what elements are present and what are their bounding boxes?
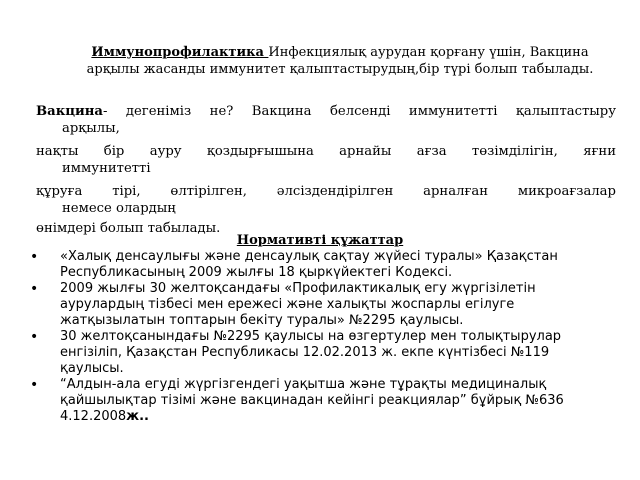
intro-paragraph: [80, 44, 600, 78]
intro-title: Иммунопрофилактика: [91, 45, 269, 60]
vaccine-line-1: [36, 103, 616, 120]
intro-text: Инфекциялық аурудан қорғану үшін, Вакцина арқылы жасанды иммунитет қалыптастырудың,бір түрі болып табылады.: [86, 45, 594, 77]
list-item: • 30 желтоқсанындағы №2295 қаулысы на өзгертулер мен толықтырулар енгізіліп, Қазақстан Республикасы 12.02.2013 ж. екпе күнтізбесі №119 қаулысы.: [24, 329, 616, 377]
normative-title: Нормативті құжаттар: [236, 233, 404, 248]
vaccine-line-3: нақты бір ауру қоздырғышына арнайы ағза төзімділігін, яғни: [36, 144, 616, 159]
normative-list: [24, 249, 616, 425]
list-item-suffix: ж..: [126, 409, 149, 424]
vaccine-line-7: өнімдері болып табылады.: [36, 221, 221, 236]
vaccine-line-5: құруға тірі, өлтірілген, әлсіздендірілген арналған микроағзалар: [36, 184, 616, 199]
list-item: • «Халық денсаулығы және денсаулық сақтау жүйесі туралы» Қазақстан Республикасының 2009 жылғы 18 қыркүйектегі Кодексі.: [24, 249, 616, 281]
vaccine-term: Вакцина: [36, 104, 103, 119]
list-item-text: “Алдын-ала егуді жүргізгендегі уақытша және тұрақты медициналық қайшылықтар тізімі және вакцинадан кейінгі реакциялар” бұйрық №636 4.12.2008: [60, 377, 564, 424]
list-item: • 2009 жылғы 30 желтоқсандағы «Профилактикалық егу жүргізілетін аурулардың тізбесі мен ережесі және халықты жоспарлы егілуге жатқызылатын топтарын бекіту туралы» №2295 қаулысы.: [24, 281, 616, 329]
vaccine-line-6: немесе олардың: [62, 201, 176, 216]
vaccine-line-1-text: - дегеніміз не? Вакцина белсенді иммунитетті қалыптастыру: [102, 104, 616, 119]
list-item: [24, 377, 616, 425]
vaccine-line-4: иммунитетті: [62, 161, 151, 176]
vaccine-line-2: арқылы,: [62, 121, 120, 136]
